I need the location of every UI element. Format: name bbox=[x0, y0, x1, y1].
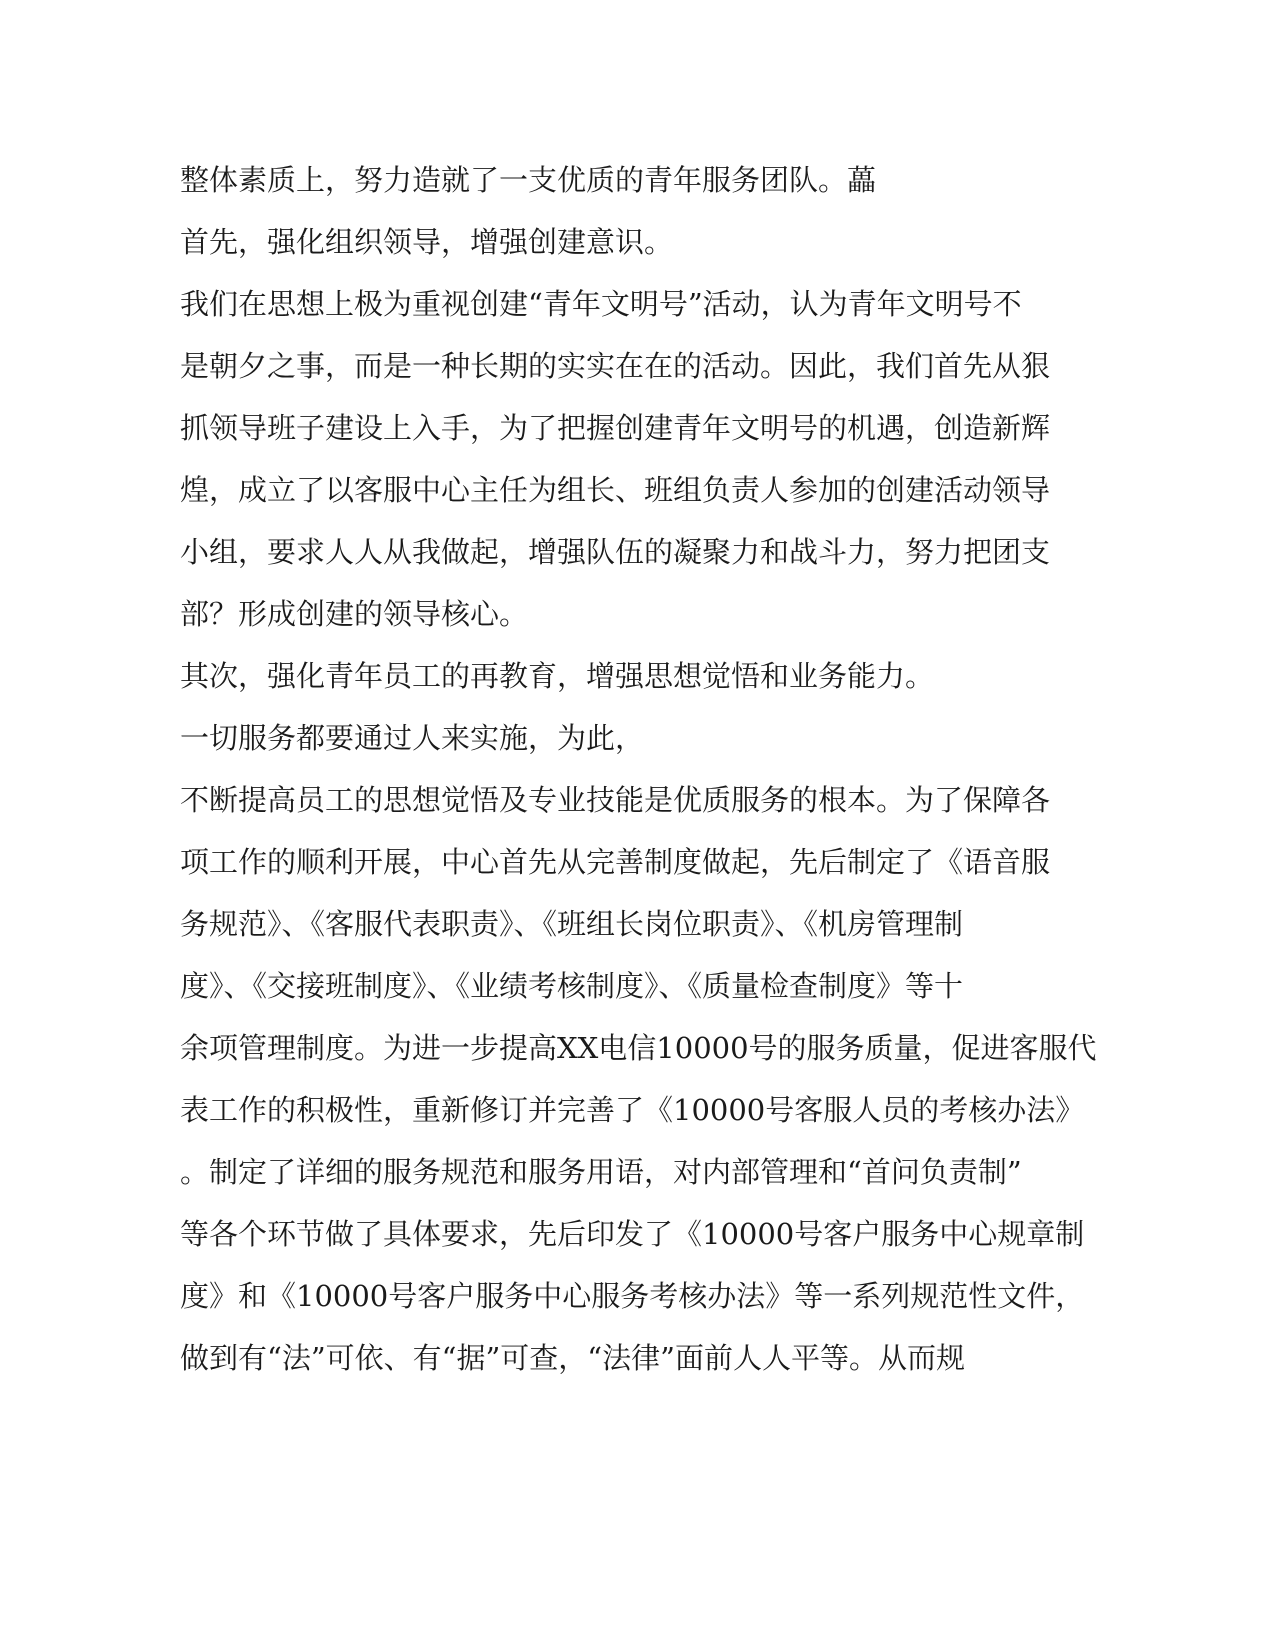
text-line: 等各个环节做了具体要求，先后印发了《10000号客户服务中心规章制 bbox=[180, 1217, 1085, 1251]
text-line: 我们在思想上极为重视创建“青年文明号”活动，认为青年文明号不 bbox=[180, 287, 1022, 321]
text-line: 一切服务都要通过人来实施，为此， bbox=[180, 721, 645, 755]
text-line: 首先，强化组织领导，增强创建意识。 bbox=[180, 225, 674, 259]
text-line: 小组，要求人人从我做起，增强队伍的凝聚力和战斗力，努力把团支 bbox=[180, 535, 1051, 569]
text-line: 。制定了详细的服务规范和服务用语，对内部管理和“首问负责制” bbox=[180, 1155, 1022, 1189]
text-line: 余项管理制度。为进一步提高XX电信10000号的服务质量，促进客服代 bbox=[180, 1031, 1097, 1065]
text-line: 其次，强化青年员工的再教育，增强思想觉悟和业务能力。 bbox=[180, 659, 935, 693]
text-line: 务规范》、《客服代表职责》、《班组长岗位职责》、《机房管理制 bbox=[180, 907, 964, 941]
text-line: 是朝夕之事，而是一种长期的实实在在的活动。因此，我们首先从狠 bbox=[180, 349, 1051, 383]
text-line: 项工作的顺利开展，中心首先从完善制度做起，先后制定了《语音服 bbox=[180, 845, 1051, 879]
text-line: 部？形成创建的领导核心。 bbox=[180, 597, 529, 631]
text-line: 度》、《交接班制度》、《业绩考核制度》、《质量检查制度》等十 bbox=[180, 969, 964, 1003]
text-line: 整体素质上，努力造就了一支优质的青年服务团队。藟 bbox=[180, 163, 877, 197]
text-line: 煌，成立了以客服中心主任为组长、班组负责人参加的创建活动领导 bbox=[180, 473, 1051, 507]
text-line: 表工作的积极性，重新修订并完善了《10000号客服人员的考核办法》 bbox=[180, 1093, 1085, 1127]
text-line: 做到有“法”可依、有“据”可查，“法律”面前人人平等。从而规 bbox=[180, 1341, 965, 1375]
text-line: 度》和《10000号客户服务中心服务考核办法》等一系列规范性文件， bbox=[180, 1279, 1085, 1313]
text-line: 不断提高员工的思想觉悟及专业技能是优质服务的根本。为了保障各 bbox=[180, 783, 1051, 817]
text-line: 抓领导班子建设上入手，为了把握创建青年文明号的机遇，创造新辉 bbox=[180, 411, 1051, 445]
